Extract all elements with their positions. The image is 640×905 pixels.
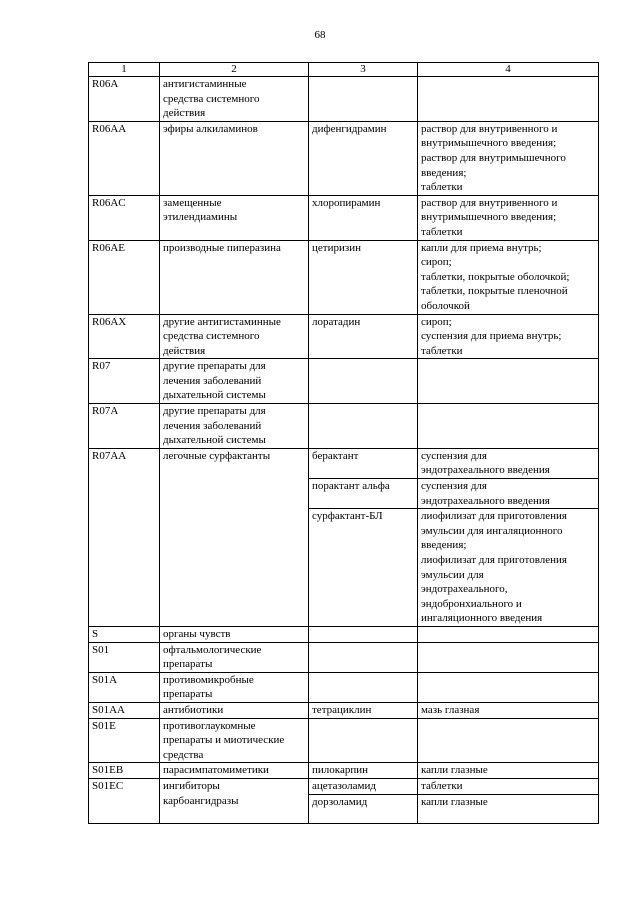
dosage-form-cell: суспензия для эндотрахеального введения xyxy=(418,479,599,509)
table-header-row xyxy=(89,63,599,77)
dosage-form-cell: мазь глазная xyxy=(418,702,599,718)
table-row xyxy=(89,77,599,122)
atc-code-cell: R06AA xyxy=(89,121,160,195)
group-name-cell: ингибиторы карбоангидразы xyxy=(160,778,309,823)
atc-code-cell: R07A xyxy=(89,404,160,449)
drug-name-cell: ацетазоламид xyxy=(309,778,418,794)
drug-name-cell: берактант xyxy=(309,448,418,478)
dosage-form-cell xyxy=(418,359,599,404)
dosage-form-cell: капли глазные xyxy=(418,763,599,779)
dosage-form-cell xyxy=(418,642,599,672)
column-header-drug: 3 xyxy=(309,63,418,77)
group-name-cell: другие препараты для лечения заболеваний дыхательной системы xyxy=(160,404,309,449)
drug-name-cell xyxy=(309,718,418,763)
atc-code-cell: S01EB xyxy=(89,763,160,779)
dosage-form-cell: раствор для внутривенного и внутримышечного введения; раствор для внутримышечного введения; таблетки xyxy=(418,121,599,195)
table-row xyxy=(89,778,599,794)
column-header-group: 2 xyxy=(160,63,309,77)
drug-name-cell xyxy=(309,359,418,404)
table-row xyxy=(89,702,599,718)
dosage-form-cell: капли глазные xyxy=(418,794,599,823)
atc-code-cell: R07 xyxy=(89,359,160,404)
group-name-cell: органы чувств xyxy=(160,626,309,642)
dosage-form-cell: сироп; суспензия для приема внутрь; таблетки xyxy=(418,314,599,359)
drug-name-cell: лоратадин xyxy=(309,314,418,359)
group-name-cell: противомикробные препараты xyxy=(160,672,309,702)
table-row xyxy=(89,359,599,404)
drug-classification-table xyxy=(88,62,599,824)
dosage-form-cell xyxy=(418,626,599,642)
dosage-form-cell: лиофилизат для приготовления эмульсии для ингаляционного введения; лиофилизат для приготовления эмульсии для эндотрахеального, эндобронхиального и ингаляционного введения xyxy=(418,509,599,627)
drug-name-cell xyxy=(309,77,418,122)
table-row xyxy=(89,448,599,478)
dosage-form-cell xyxy=(418,672,599,702)
atc-code-cell: S01A xyxy=(89,672,160,702)
group-name-cell: другие препараты для лечения заболеваний дыхательной системы xyxy=(160,359,309,404)
drug-name-cell: сурфактант-БЛ xyxy=(309,509,418,627)
atc-code-cell: S01 xyxy=(89,642,160,672)
atc-code-cell: R06AE xyxy=(89,240,160,314)
table-row xyxy=(89,240,599,314)
table-row xyxy=(89,672,599,702)
table-row xyxy=(89,121,599,195)
table-row xyxy=(89,626,599,642)
drug-name-cell: цетиризин xyxy=(309,240,418,314)
group-name-cell: офтальмологические препараты xyxy=(160,642,309,672)
column-header-code: 1 xyxy=(89,63,160,77)
drug-name-cell xyxy=(309,626,418,642)
dosage-form-cell: суспензия для эндотрахеального введения xyxy=(418,448,599,478)
group-name-cell: антигистаминные средства системного действия xyxy=(160,77,309,122)
drug-name-cell xyxy=(309,404,418,449)
table-row xyxy=(89,642,599,672)
group-name-cell: эфиры алкиламинов xyxy=(160,121,309,195)
table-row xyxy=(89,195,599,240)
group-name-cell: легочные сурфактанты xyxy=(160,448,309,626)
atc-code-cell: R06AX xyxy=(89,314,160,359)
column-header-forms: 4 xyxy=(418,63,599,77)
atc-code-cell: S01EC xyxy=(89,778,160,823)
table-body xyxy=(89,77,599,824)
atc-code-cell: R06A xyxy=(89,77,160,122)
drug-name-cell xyxy=(309,672,418,702)
group-name-cell: производные пиперазина xyxy=(160,240,309,314)
atc-code-cell: R07AA xyxy=(89,448,160,626)
atc-code-cell: S01E xyxy=(89,718,160,763)
dosage-form-cell: таблетки xyxy=(418,778,599,794)
dosage-form-cell: капли для приема внутрь; сироп; таблетки, покрытые оболочкой; таблетки, покрытые пленочной оболочкой xyxy=(418,240,599,314)
page-number: 68 xyxy=(314,29,326,41)
drug-name-cell: дорзоламид xyxy=(309,794,418,823)
dosage-form-cell: раствор для внутривенного и внутримышечного введения; таблетки xyxy=(418,195,599,240)
drug-name-cell: пилокарпин xyxy=(309,763,418,779)
group-name-cell: антибиотики xyxy=(160,702,309,718)
table-row xyxy=(89,314,599,359)
table-row xyxy=(89,763,599,779)
drug-name-cell: хлоропирамин xyxy=(309,195,418,240)
table-row xyxy=(89,718,599,763)
dosage-form-cell xyxy=(418,718,599,763)
group-name-cell: замещенные этилендиамины xyxy=(160,195,309,240)
dosage-form-cell xyxy=(418,404,599,449)
drug-name-cell xyxy=(309,642,418,672)
drug-name-cell: дифенгидрамин xyxy=(309,121,418,195)
atc-code-cell: R06AC xyxy=(89,195,160,240)
dosage-form-cell xyxy=(418,77,599,122)
group-name-cell: парасимпатомиметики xyxy=(160,763,309,779)
atc-code-cell: S01AA xyxy=(89,702,160,718)
drug-name-cell: тетрациклин xyxy=(309,702,418,718)
table-row xyxy=(89,404,599,449)
group-name-cell: другие антигистаминные средства системного действия xyxy=(160,314,309,359)
atc-code-cell: S xyxy=(89,626,160,642)
drug-name-cell: порактант альфа xyxy=(309,479,418,509)
group-name-cell: противоглаукомные препараты и миотические средства xyxy=(160,718,309,763)
